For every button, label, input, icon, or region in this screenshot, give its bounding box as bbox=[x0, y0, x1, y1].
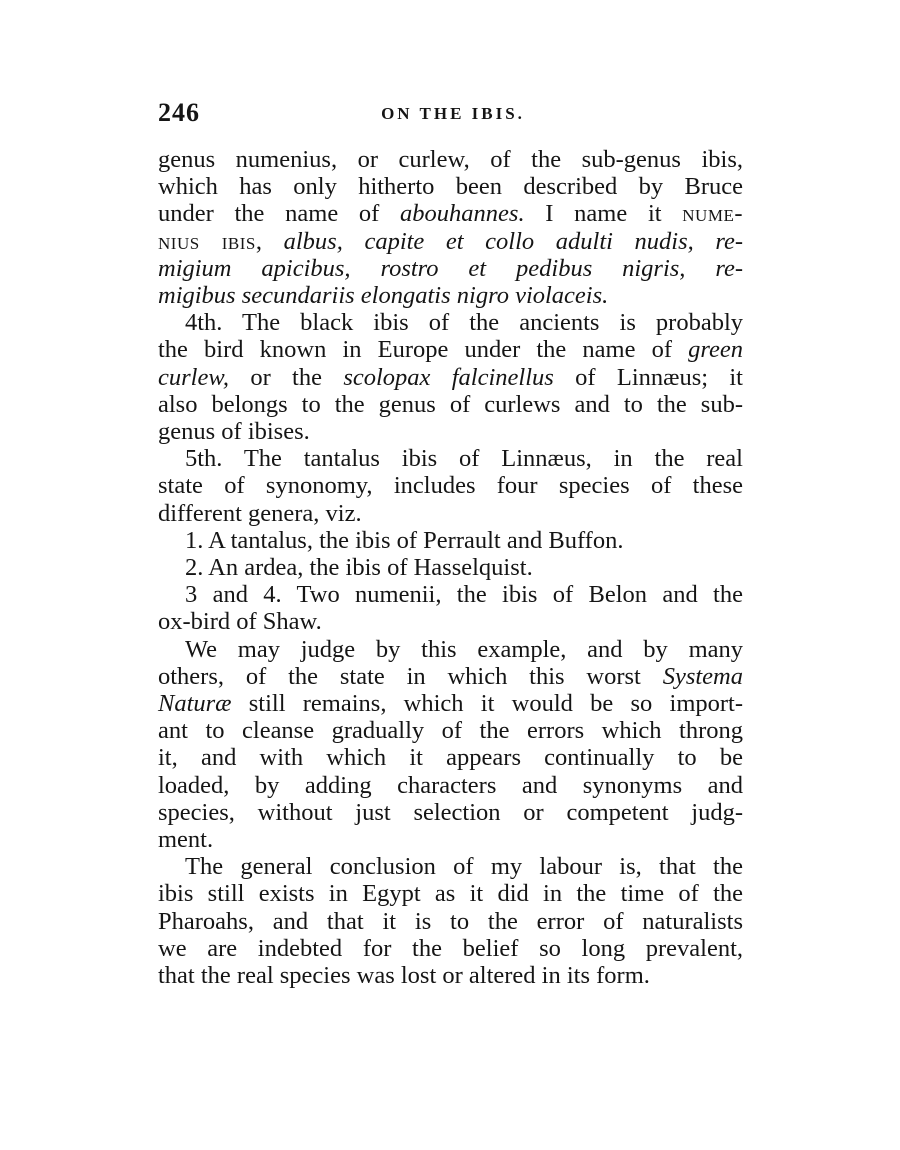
italic-text: Naturæ bbox=[158, 690, 232, 718]
roman-text: or the bbox=[229, 363, 344, 391]
roman-text: ibis still exists in Egypt as it did in the time of the bbox=[158, 880, 743, 908]
text-line bbox=[158, 853, 743, 880]
roman-text: The general conclusion of my labour is, that the bbox=[185, 853, 743, 881]
italic-text: green bbox=[688, 336, 743, 364]
roman-text: 5th. The tantalus ibis of Linnæus, in the real bbox=[185, 445, 743, 473]
text-line bbox=[158, 799, 743, 826]
roman-text: different genera, viz. bbox=[158, 499, 362, 527]
text-line bbox=[158, 500, 743, 527]
roman-text: it, and with which it appears continually to be bbox=[158, 744, 743, 772]
roman-text: species, without just selection or competent judg- bbox=[158, 798, 743, 826]
roman-text: still remains, which it would be so import- bbox=[231, 690, 743, 718]
text-line bbox=[158, 445, 743, 472]
roman-text: loaded, by adding characters and synonyms and bbox=[158, 771, 743, 799]
roman-text: also belongs to the genus of curlews and to the sub- bbox=[158, 390, 743, 418]
running-title: ON THE IBIS. bbox=[381, 104, 525, 123]
roman-text: 1. A tantalus, the ibis of Perrault and Buffon. bbox=[185, 526, 624, 554]
text-line bbox=[158, 282, 743, 309]
roman-text: the bird known in Europe under the name of bbox=[158, 336, 689, 364]
text-line bbox=[158, 336, 743, 363]
text-line bbox=[158, 962, 743, 989]
roman-text: I name it bbox=[524, 200, 683, 228]
italic-text: curlew, bbox=[158, 363, 229, 391]
page-number: 246 bbox=[158, 98, 200, 127]
small-caps-text: nius ibis bbox=[158, 227, 256, 255]
italic-text: migium apicibus, rostro et pedibus nigris, re- bbox=[158, 254, 743, 282]
roman-text: Pharoahs, and that it is to the error of naturalists bbox=[158, 907, 743, 935]
roman-text: 4th. The black ibis of the ancients is probably bbox=[185, 309, 743, 337]
italic-text: abouhannes. bbox=[400, 200, 525, 228]
roman-text: ox-bird of Shaw. bbox=[158, 608, 322, 636]
roman-text: state of synonomy, includes four species of these bbox=[158, 472, 743, 500]
text-line bbox=[158, 935, 743, 962]
text-line bbox=[158, 581, 743, 608]
text-line bbox=[158, 472, 743, 499]
text-line bbox=[158, 173, 743, 200]
roman-text: genus numenius, or curlew, of the sub-genus ibis, bbox=[158, 146, 743, 173]
roman-text: ment. bbox=[158, 826, 214, 854]
roman-text: under the name of bbox=[158, 200, 401, 228]
small-caps-text: nume- bbox=[682, 200, 743, 228]
text-line bbox=[158, 744, 743, 771]
text-line bbox=[158, 309, 743, 336]
text-line bbox=[158, 146, 743, 173]
text-line bbox=[158, 200, 743, 227]
text-line bbox=[158, 717, 743, 744]
text-line bbox=[158, 554, 743, 581]
italic-text: albus, capite et collo adulti nudis, re- bbox=[283, 227, 744, 255]
text-line bbox=[158, 527, 743, 554]
roman-text: We may judge by this example, and by many bbox=[185, 635, 743, 663]
italic-text: migibus secundariis elongatis nigro violaceis. bbox=[158, 282, 609, 310]
roman-text: that the real species was lost or altered in its form. bbox=[158, 962, 650, 990]
text-line bbox=[158, 391, 743, 418]
roman-text: , bbox=[255, 227, 284, 255]
text-line bbox=[158, 418, 743, 445]
text-line bbox=[158, 826, 743, 853]
roman-text: 2. An ardea, the ibis of Hasselquist. bbox=[185, 554, 533, 582]
text-line bbox=[158, 255, 743, 282]
body-text bbox=[158, 146, 743, 989]
roman-text: which has only hitherto been described by Bruce bbox=[158, 173, 743, 201]
text-line bbox=[158, 364, 743, 391]
text-line bbox=[158, 690, 743, 717]
italic-text: Systema bbox=[662, 662, 743, 690]
text-line bbox=[158, 663, 743, 690]
italic-text: scolopax falcinellus bbox=[343, 363, 554, 391]
text-line bbox=[158, 908, 743, 935]
roman-text: we are indebted for the belief so long prevalent, bbox=[158, 934, 743, 962]
roman-text: genus of ibises. bbox=[158, 418, 310, 446]
text-line bbox=[158, 608, 743, 635]
text-line bbox=[158, 636, 743, 663]
text-line bbox=[158, 772, 743, 799]
roman-text: of Linnæus; it bbox=[553, 363, 743, 391]
roman-text: others, of the state in which this worst bbox=[158, 662, 663, 690]
text-line bbox=[158, 228, 743, 255]
page-header bbox=[158, 98, 748, 130]
roman-text: ant to cleanse gradually of the errors which throng bbox=[158, 717, 743, 745]
roman-text: 3 and 4. Two numenii, the ibis of Belon and the bbox=[185, 581, 743, 609]
text-line bbox=[158, 880, 743, 907]
